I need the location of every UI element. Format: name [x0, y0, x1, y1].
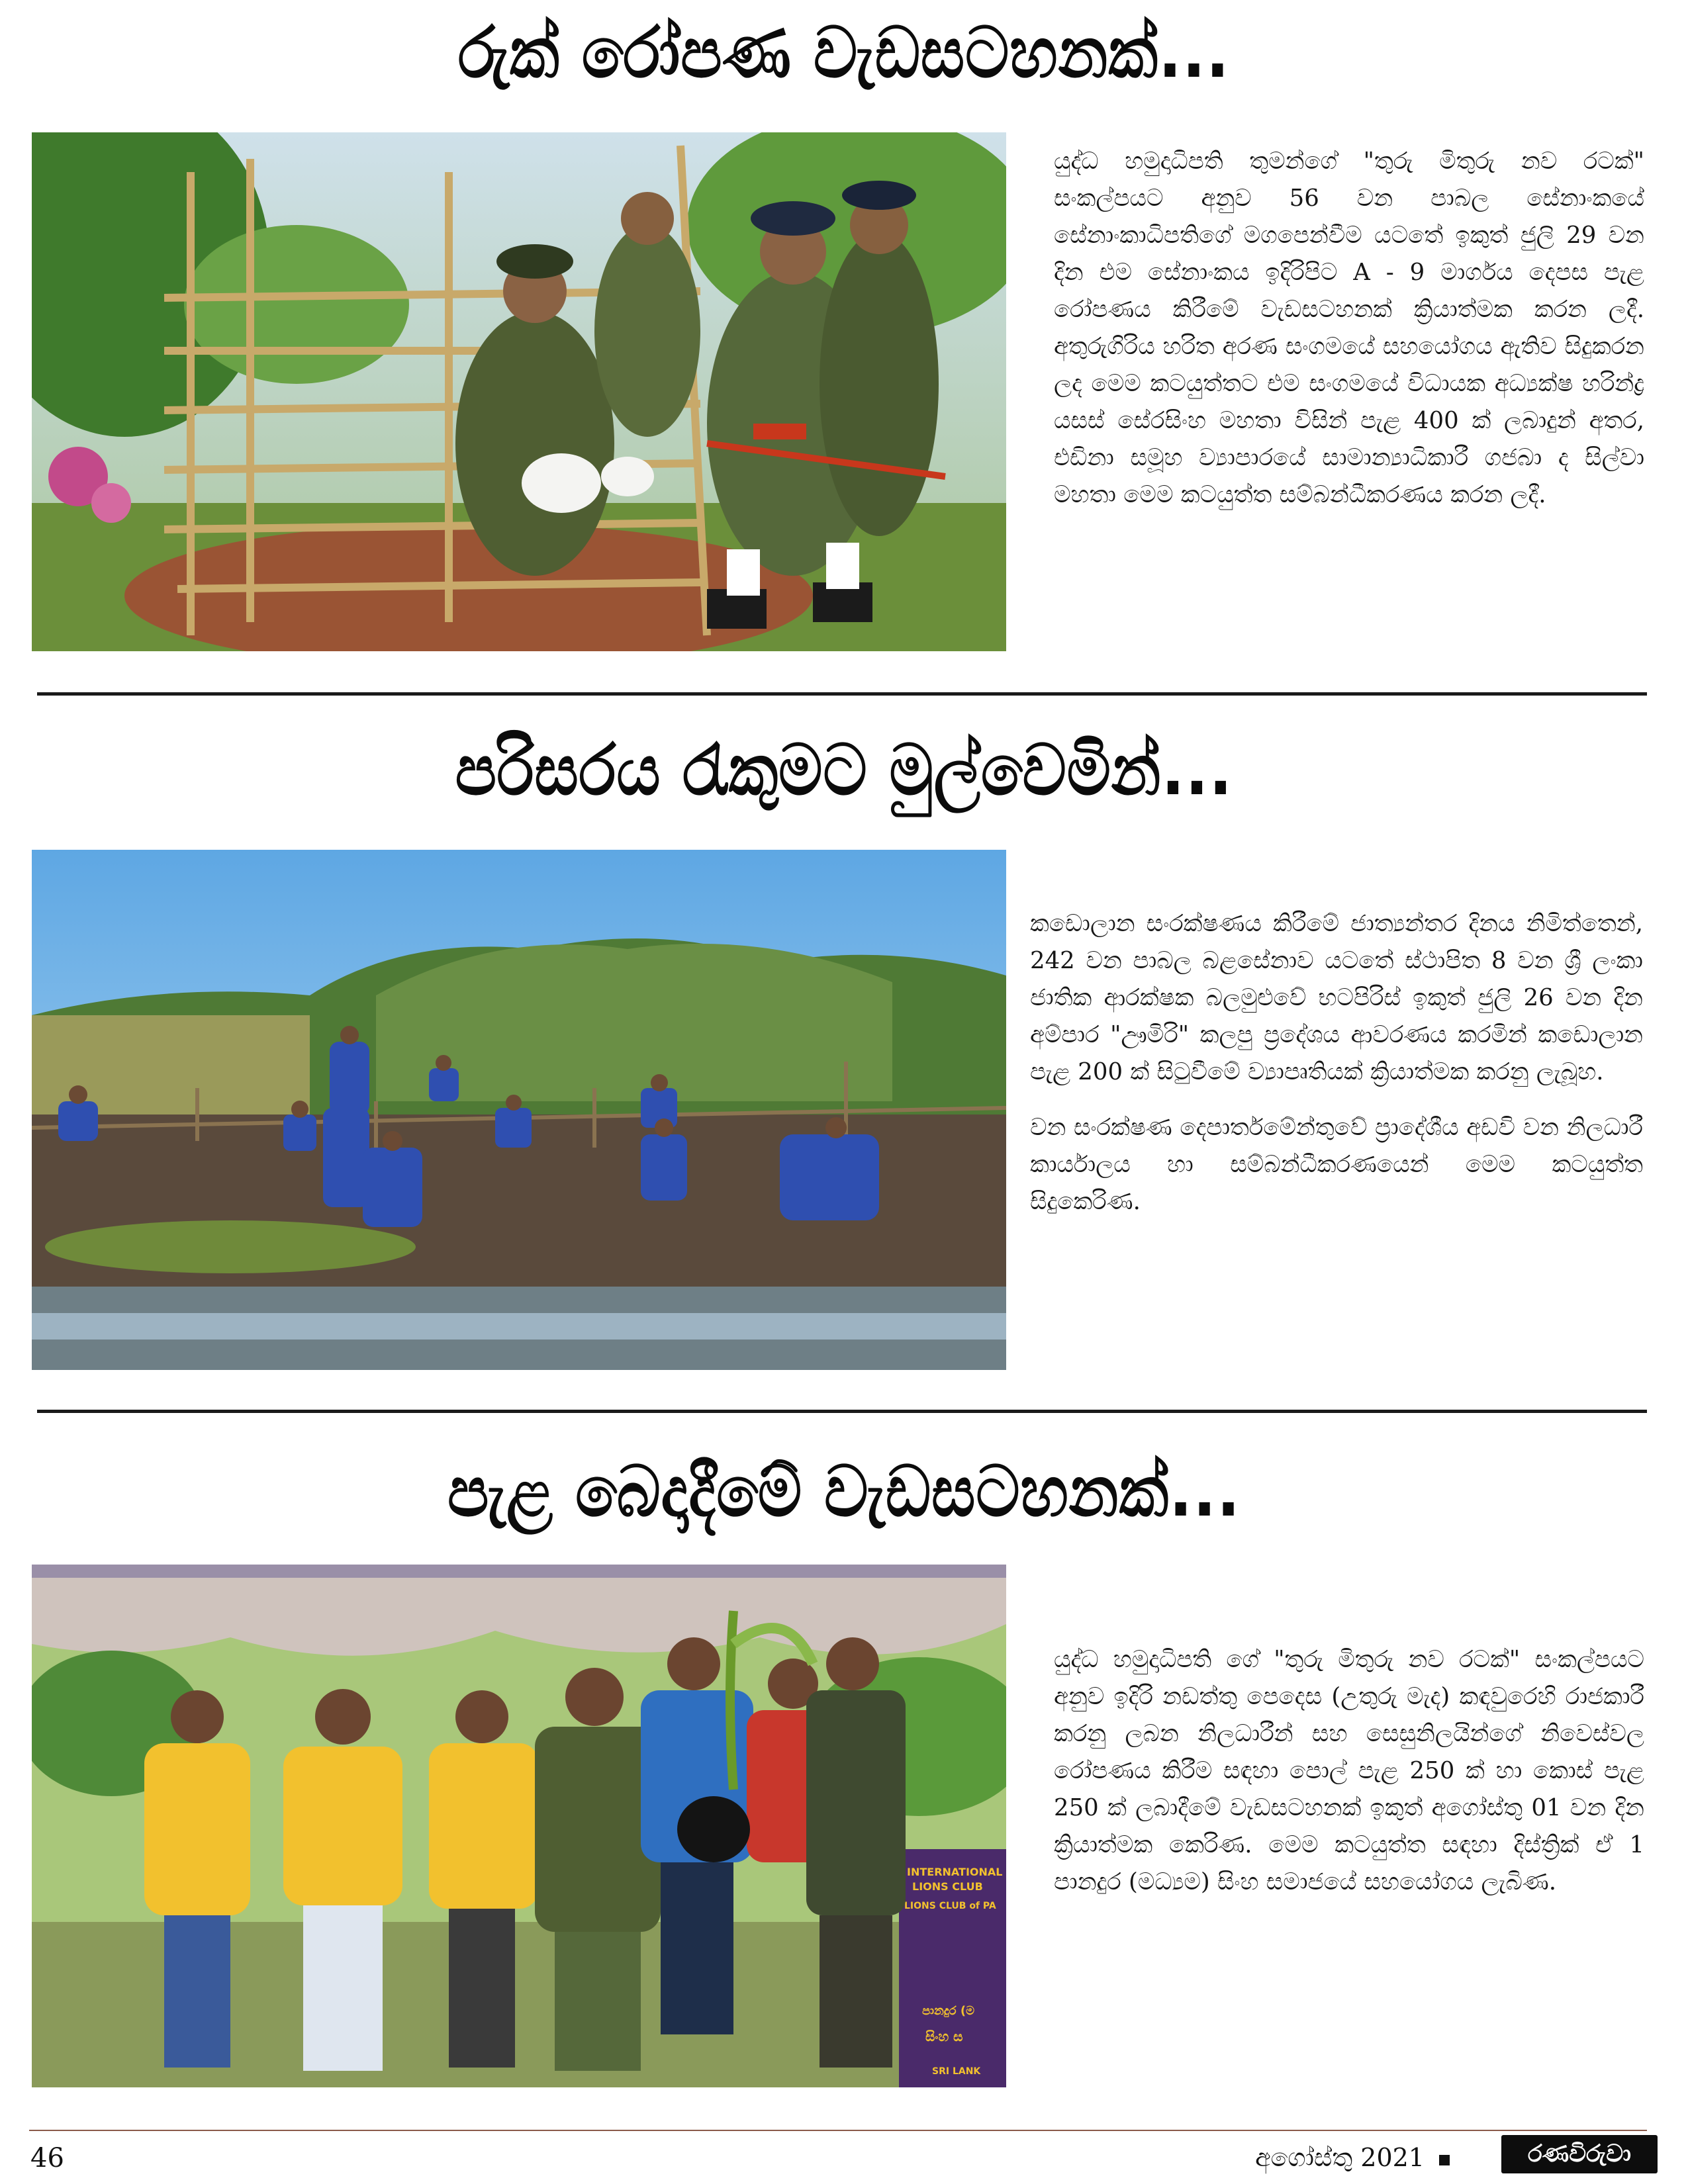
section-divider: [37, 1410, 1647, 1413]
section-divider: [37, 692, 1647, 696]
issue-date: [1255, 2143, 1450, 2173]
article-2-body: [1030, 905, 1643, 1239]
magazine-masthead: රණවිරුවා: [1501, 2135, 1658, 2173]
article-2-headline: පරිසරය රැකුමට මුල්වෙමින්...: [455, 729, 1233, 811]
sapling-handover-ceremony-photo: [32, 1565, 1006, 2087]
soldiers-planting-sapling-photo: [32, 132, 1006, 651]
banner-line-6: SRI LANK: [932, 2066, 981, 2077]
banner-line-4: පානදුර (ම: [922, 2004, 975, 2018]
banner-line-5: සිංහ ස: [925, 2028, 963, 2044]
article-3-body: [1054, 1641, 1644, 1919]
article-1-body: [1054, 143, 1644, 532]
banner-line-1: INTERNATIONAL: [907, 1866, 1003, 1878]
banner-line-3: LIONS CLUB of PA: [904, 1901, 996, 1911]
banner-line-2: LIONS CLUB: [912, 1880, 983, 1893]
article-1-headline: රුක් රෝපණ වැඩසටහනක්...: [458, 12, 1230, 94]
article-1-paragraph: යුද්ධ හමුදාධිපති තුමන්ගේ "තුරු මිතුරු නව රටක්" සංකල්පයට අනුව 56 වන පාබල සේනාංකයේ සේනාංකාධිපතිගේ මගපෙන්වීම යටතේ ඉකුත් ජුලි 29 වන දින එම සේනාංකය ඉදිරිපිට A - 9 මාර්ගය දෙපස පැළ රෝපණය කිරීමේ වැඩසටහනක් ක්‍රියාත්මක කරන ලදී. අතුරුගිරිය හරිත අරණ සංගමයේ සහයෝගය ඇතිව සිදුකරන ලද මෙම කටයුත්තට එම සංගමයේ විධායක අධ්‍යක්ෂ හරින්ද්‍ර යසස් සේරසිංහ මහතා විසින් පැළ 400 ක් ලබාදුන් අතර, එඩිනා සමූහ ව්‍යාපාරයේ සාමාන්‍යාධිකාරී ගජබා ද සිල්වා මහතා මෙම කටයුත්ත සම්බන්ධීකරණය කරන ලදී.: [1054, 148, 1644, 508]
article-2-paragraph-1: කඩොලාන සංරක්ෂණය කිරීමේ ජාත්‍යන්තර දිනය නිමිත්තෙන්, 242 වන පාබල බළසේනාව යටතේ ස්ථාපිත 8 වන ශ්‍රී ලංකා ජාතික ආරක්ෂක බලමුළුවේ භටපිරිස් ඉකුත් ජුලි 26 වන දින අම්පාර "ඌමිරි" කලපු ප්‍රදේශය ආවරණය කරමින් කඩොලාන පැළ 200 ක් සිටුවීමේ ව්‍යාපෘතියක් ක්‍රියාත්මක කරනු ලැබූහ.: [1030, 910, 1643, 1085]
article-3-headline: පැළ බෙදාදීමේ වැඩසටහනක්...: [447, 1451, 1241, 1533]
article-2-paragraph-2: වන සංරක්ෂණ දෙපාර්තමේන්තුවේ ප්‍රාදේශීය අඩවි වන නිලධාරී කාර්යාලය හා සම්බන්ධීකරණයෙන් මෙම කටයුත්ත සිදුකෙරිණ.: [1030, 1114, 1643, 1215]
issue-date-text: අගෝස්තු 2021: [1255, 2143, 1425, 2172]
article-3-paragraph: යුද්ධ හමුදාධිපති ගේ "තුරු මිතුරු නව රටක්" සංකල්පයට අනුව ඉදිරි නඩත්තු පෙදෙස (උතුරු මැද) කඳවුරෙහි රාජකාරී කරනු ලබන නිලධාරීන් සහ සෙසුනිලයින්ගේ නිවෙස්වල රෝපණය කිරීම සඳහා පොල් පැළ 250 ක් හා කොස් පැළ 250 ක් ලබාදීමේ වැඩසටහනක් ඉකුත් අගෝස්තු 01 වන දින ක්‍රියාත්මක කෙරිණ. මෙම කටයුත්ත සඳහා දිස්ත්‍රික් ඒ 1 පානදුර (මධ්‍යම) සිංහ සමාජයේ සහයෝගය ලැබිණ.: [1054, 1646, 1644, 1895]
mangrove-replanting-photo: [32, 850, 1006, 1370]
page-number: 46: [30, 2143, 64, 2173]
bullet-square-icon: [1439, 2155, 1450, 2165]
footer-rule: [29, 2130, 1647, 2131]
